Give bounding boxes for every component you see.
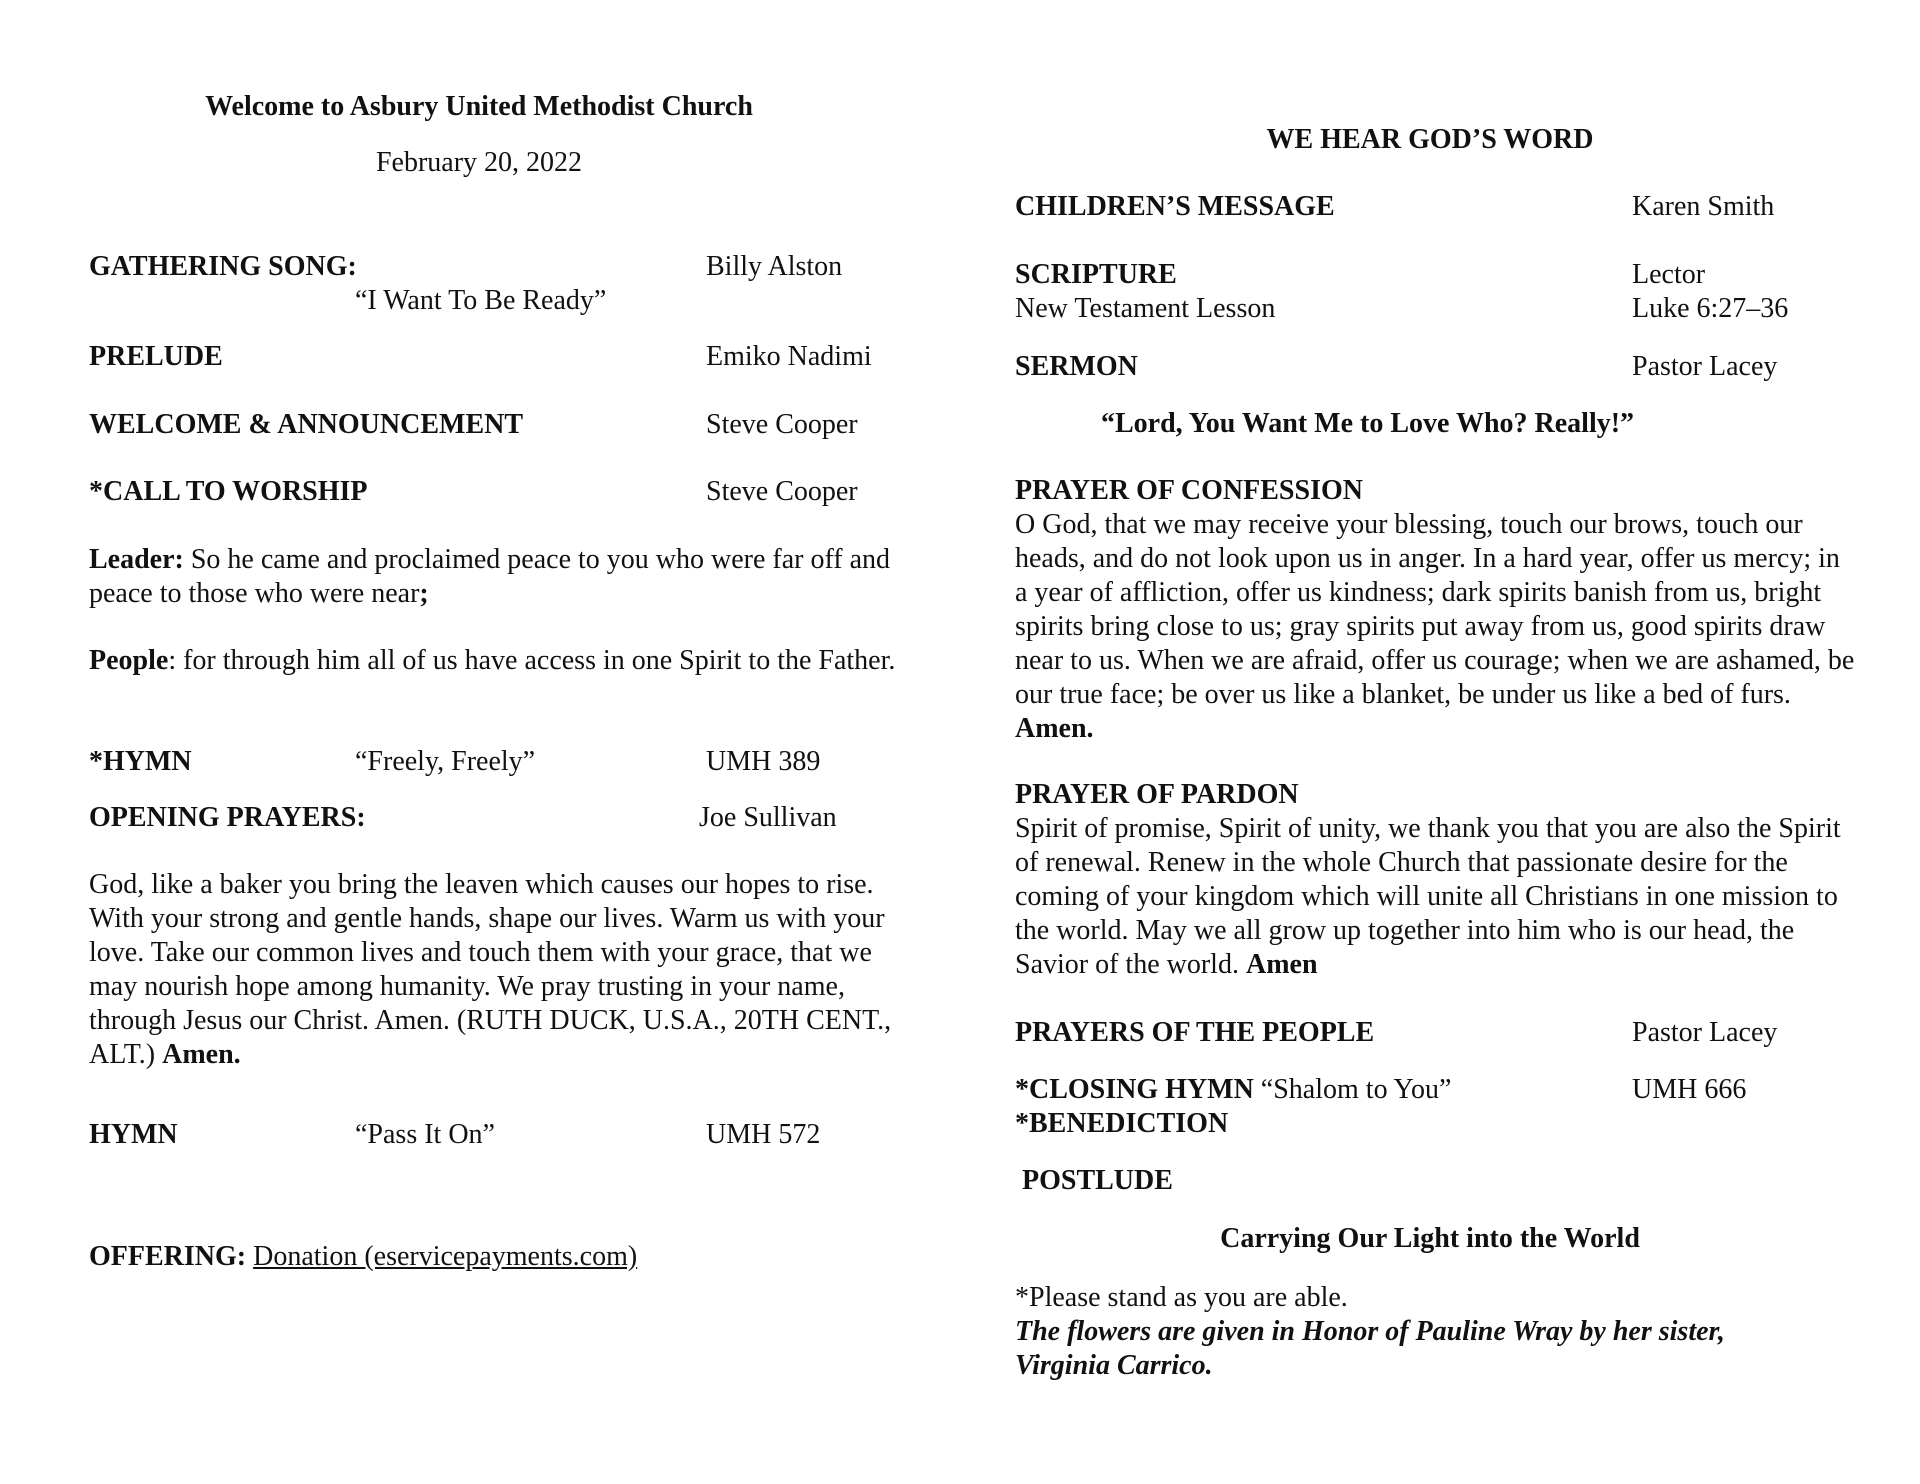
closing-hymn-title: “Shalom to You” [1260,1074,1452,1105]
opening-prayer-body: God, like a baker you bring the leaven which causes our hopes to rise. With your strong and gentle hands, shape our lives. Warm us with your love. Take our common lives and touch them with your grace, that we may nourish hope among humanity. We pray trusting in your name, through Jesus our Christ. Amen. (RUTH DUCK, U.S.A., 20TH CENT., ALT.) [89,869,892,1070]
welcome-label: WELCOME & ANNOUNCEMENT [89,409,524,440]
scripture-label: SCRIPTURE [1015,259,1177,290]
leader-text-end: ; [419,578,429,609]
pardon-amen: Amen [1245,949,1318,980]
opening-prayers-person: Joe Sullivan [699,802,837,833]
closing-hymn-label: *CLOSING HYMN [1015,1074,1254,1105]
sermon-person: Pastor Lacey [1632,351,1778,382]
section-title: WE HEAR GOD’S WORD [1266,124,1594,155]
sermon-label: SERMON [1015,351,1138,382]
page-title: Welcome to Asbury United Methodist Church [205,91,753,122]
pardon-text [1015,812,1855,982]
call-to-worship-label: *CALL TO WORSHIP [89,476,368,507]
call-to-worship-person: Steve Cooper [706,476,858,507]
stand-note: *Please stand as you are able. [1015,1282,1348,1313]
benediction-label: *BENEDICTION [1015,1108,1229,1139]
leader-text: So he came and proclaimed peace to you who were far off and peace to those who were near [89,544,891,609]
scripture-lesson: New Testament Lesson [1015,293,1276,324]
welcome-person: Steve Cooper [706,409,858,440]
confession-body: O God, that we may receive your blessing, touch our brows, touch our heads, and do not look upon us in anger. In a hard year, offer us mercy; in a year of affliction, offer us kindness; dark spirits banish from us, bright spirits bring close to us; gray spirits put away from us, good spirits draw near to us. When we are afraid, offer us courage; when we are ashamed, be our true face; be over us like a blanket, be under us like a bed of furs. [1015,509,1855,710]
confession-label: PRAYER OF CONFESSION [1015,475,1363,506]
people-label: People [89,645,169,676]
donation-link[interactable]: Donation (eservicepayments.com) [253,1241,638,1272]
postlude-label: POSTLUDE [1022,1165,1173,1196]
leader-label: Leader: [89,544,184,575]
hymn1-number: UMH 389 [706,746,821,777]
people-response [89,644,919,678]
offering-line [89,1240,637,1274]
sermon-title: “Lord, You Want Me to Love Who? Really!” [1101,408,1635,439]
hymn1-title: “Freely, Freely” [355,746,536,777]
childrens-message-label: CHILDREN’S MESSAGE [1015,191,1335,222]
hymn2-number: UMH 572 [706,1119,821,1150]
scripture-reference: Luke 6:27–36 [1632,293,1789,324]
prelude-label: PRELUDE [89,341,223,372]
offering-label: OFFERING: [89,1241,247,1272]
flowers-note: The flowers are given in Honor of Pauline Wray by her sister, Virginia Carrico. [1015,1316,1725,1381]
gathering-song-label: GATHERING SONG: [89,251,357,282]
leader-response [89,543,919,611]
opening-prayer-amen: Amen. [162,1039,241,1070]
opening-prayers-label: OPENING PRAYERS: [89,802,366,833]
opening-prayer-text [89,868,919,1072]
carrying-light-heading: Carrying Our Light into the World [1220,1223,1640,1254]
confession-amen: Amen. [1015,713,1094,744]
closing-hymn-line [1015,1073,1451,1107]
confession-text [1015,508,1855,746]
service-date: February 20, 2022 [375,147,583,178]
closing-hymn-number: UMH 666 [1632,1074,1747,1105]
hymn2-label: HYMN [89,1119,178,1150]
prayers-of-people-label: PRAYERS OF THE PEOPLE [1015,1017,1375,1048]
people-text: : for through him all of us have access in one Spirit to the Father. [168,645,896,676]
prelude-person: Emiko Nadimi [706,341,872,372]
hymn1-label: *HYMN [89,746,192,777]
gathering-song-person: Billy Alston [706,251,843,282]
gathering-song-title: “I Want To Be Ready” [355,285,607,316]
childrens-message-person: Karen Smith [1632,191,1775,222]
hymn2-title: “Pass It On” [355,1119,495,1150]
prayers-of-people-person: Pastor Lacey [1632,1017,1778,1048]
scripture-person: Lector [1632,259,1706,290]
pardon-label: PRAYER OF PARDON [1015,779,1299,810]
pardon-body: Spirit of promise, Spirit of unity, we thank you that you are also the Spirit of renewal. Renew in the whole Church that passionate desire for the coming of your kingdom which will unite all Christians in one mission to the world. May we all grow up together into him who is our head, the Savior of the world. [1015,813,1841,980]
